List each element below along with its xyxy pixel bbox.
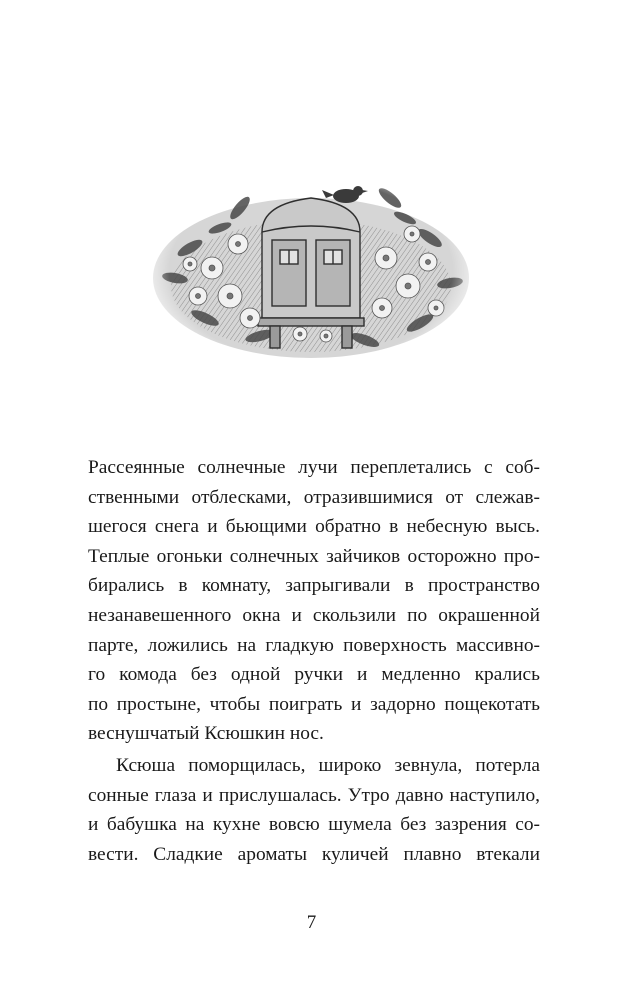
text-line: го комода без одной ручки и медленно крались bbox=[88, 664, 540, 686]
text-line: и бабушка на кухне вовсю шумела без зазрения со- bbox=[88, 814, 540, 836]
text-line: сонные глаза и прислушалась. Утро давно наступило, bbox=[88, 784, 540, 806]
text-line: вести. Сладкие ароматы куличей плавно втекали bbox=[88, 843, 540, 865]
text-line: бирались в комнату, запрыгивали в пространство bbox=[88, 575, 540, 597]
mailbox-flowers-illustration bbox=[150, 168, 472, 374]
page-number: 7 bbox=[306, 912, 317, 933]
text-line: парте, ложились на гладкую поверхность массивно- bbox=[88, 634, 540, 656]
body-text bbox=[88, 453, 540, 869]
text-line: Теплые огоньки солнечных зайчиков осторожно про- bbox=[88, 545, 540, 567]
text-line: по простыне, чтобы поиграть и задорно пощекотать bbox=[88, 693, 540, 715]
text-line: Рассеянные солнечные лучи переплетались с соб- bbox=[88, 457, 540, 478]
text-line: ственными отблесками, отразившимися от слежав- bbox=[88, 486, 540, 508]
text-line: шегося снега и бьющими обратно в небесную высь. bbox=[88, 516, 540, 538]
text-line: веснушчатый Ксюшкин нос. bbox=[88, 723, 324, 745]
paragraph-2 bbox=[88, 751, 540, 869]
text-line: незанавешенного окна и скользили по окрашенной bbox=[88, 604, 540, 626]
paragraph-1 bbox=[88, 453, 540, 749]
text-line: Ксюша поморщилась, широко зевнула, потерла bbox=[116, 754, 540, 776]
